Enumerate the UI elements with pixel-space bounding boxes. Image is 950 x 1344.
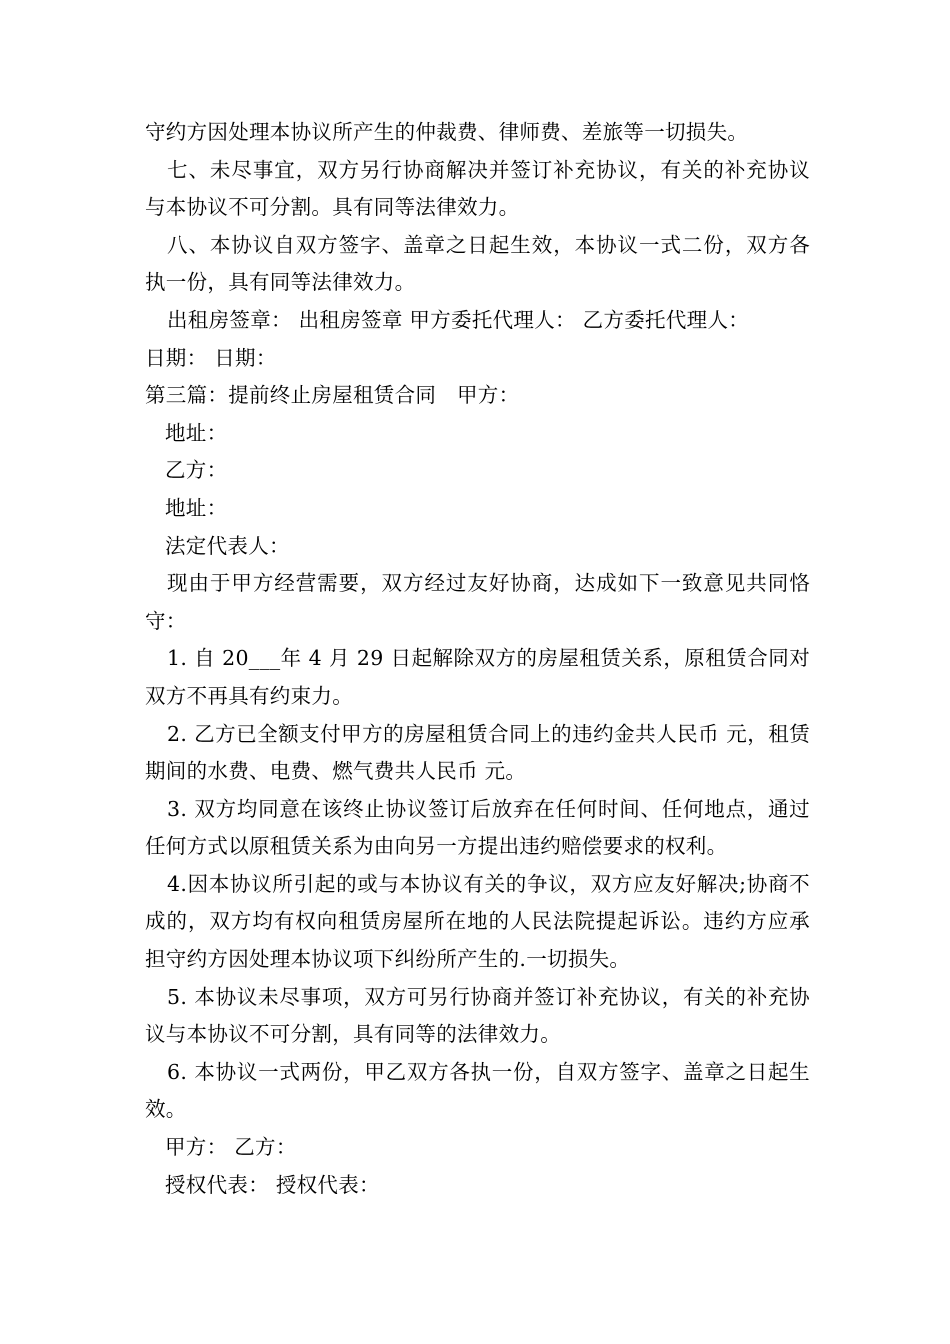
clause-6: 6. 本协议一式两份，甲乙双方各执一份，自双方签字、盖章之日起生效。	[145, 1059, 810, 1122]
signature-line-landlord: 出租房签章： 出租房签章 甲方委托代理人： 乙方委托代理人：	[167, 307, 750, 332]
clause-5: 5. 本协议未尽事项，双方可另行协商并签订补充协议，有关的补充协议与本协议不可分割，具有同等的法律效力。	[145, 984, 810, 1047]
clause-1: 1. 自 20___年 4 月 29 日起解除双方的房屋租赁关系，原租赁合同对双方不再具有约束力。	[145, 646, 810, 708]
clause-2: 2. 乙方已全额支付甲方的房屋租赁合同上的违约金共人民币 元，租赁期间的水费、电费、燃气费共人民币 元。	[145, 721, 810, 784]
document-body	[145, 114, 810, 1204]
party-b-label: 乙方：	[165, 458, 228, 483]
party-a-address-label: 地址：	[165, 420, 228, 445]
paragraph-article-8: 八、本协议自双方签字、盖章之日起生效，本协议一式二份，双方各执一份，具有同等法律效力。	[145, 232, 810, 295]
paragraph-preamble: 现由于甲方经营需要，双方经过友好协商，达成如下一致意见共同恪守：	[145, 571, 810, 633]
signature-line-representatives: 授权代表： 授权代表：	[165, 1172, 380, 1197]
party-b-address-label: 地址：	[165, 495, 228, 520]
paragraph-article-7: 七、未尽事宜，双方另行协商解决并签订补充协议，有关的补充协议与本协议不可分割。具有同等法律效力。	[145, 157, 810, 220]
clause-4: 4.因本协议所引起的或与本协议有关的争议，双方应友好解决;协商不成的，双方均有权向租赁房屋所在地的人民法院提起诉讼。违约方应承担守约方因处理本协议项下纠纷所产生的.一切损失。	[145, 871, 810, 972]
paragraph-loss-clause: 守约方因处理本协议所产生的仲裁费、律师费、差旅等一切损失。	[145, 120, 749, 144]
date-line: 日期： 日期：	[145, 345, 277, 370]
legal-representative-label: 法定代表人：	[165, 533, 290, 558]
clause-3: 3. 双方均同意在该终止协议签订后放弃在任何时间、任何地点，通过任何方式以原租赁关系为由向另一方提出违约赔偿要求的权利。	[145, 796, 810, 859]
signature-line-parties: 甲方： 乙方：	[165, 1135, 297, 1160]
section-heading-part-3: 第三篇：提前终止房屋租赁合同 甲方：	[145, 383, 520, 408]
